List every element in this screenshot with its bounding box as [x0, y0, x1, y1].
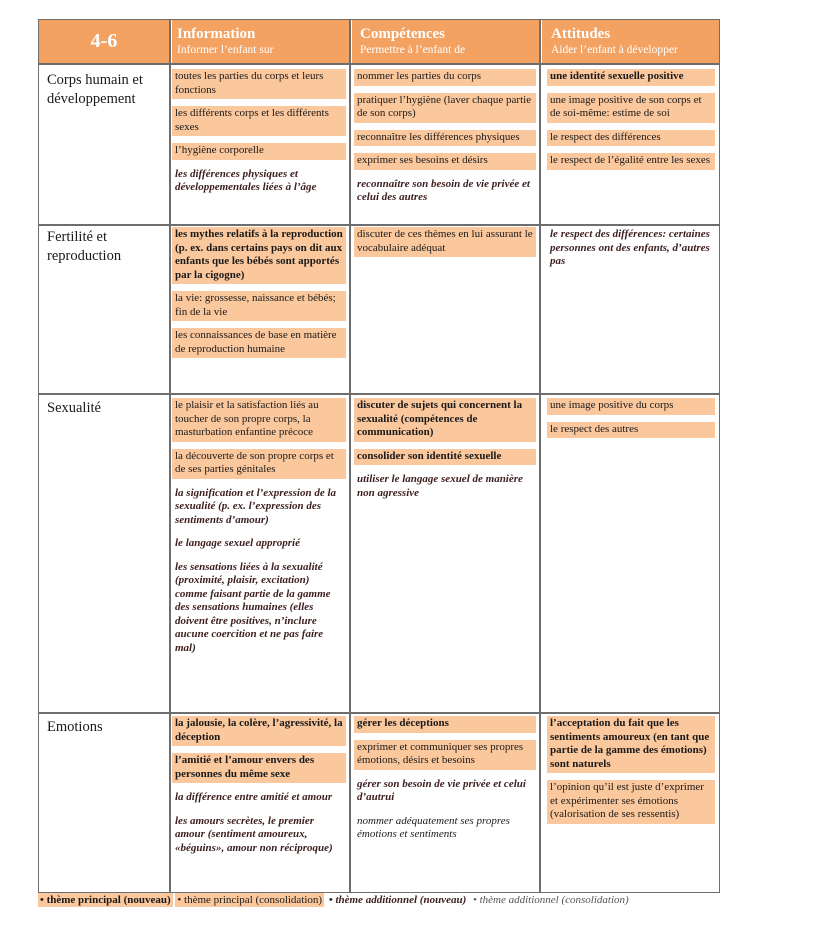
- row-1-competences: [354, 227, 536, 264]
- list-item: gérer son besoin de vie privée et celui d’autrui: [357, 777, 526, 803]
- list-item: la différence entre amitié et amour: [175, 791, 333, 803]
- list-item: reconnaître son besoin de vie privée et celui des autres: [357, 177, 530, 203]
- list-item: la vie: grossesse, naissance et bébés; fin de la vie: [172, 291, 346, 321]
- list-item: le respect de l’égalité entre les sexes: [547, 153, 715, 170]
- topic-label: Emotions: [47, 719, 103, 735]
- legend-item: • thème principal (consolidation): [177, 894, 323, 906]
- list-item: les différents corps et les différents sexes: [172, 106, 346, 136]
- list-item: nommer les parties du corps: [354, 69, 536, 86]
- row-divider: [39, 224, 719, 226]
- list-item: gérer les déceptions: [354, 716, 536, 733]
- row-1-information: [172, 227, 346, 365]
- row-3-competences: [354, 716, 536, 851]
- list-item: la jalousie, la colère, l’agressivité, la déception: [172, 716, 346, 746]
- list-item: les mythes relatifs à la reproduction (p. ex. dans certains pays on dit aux enfants que les bébés sont apportés par la cigogne): [172, 227, 346, 284]
- list-item: utiliser le langage sexuel de manière non agressive: [357, 473, 523, 499]
- list-item: une identité sexuelle positive: [547, 69, 715, 86]
- topic-label: Fertilité et reproduction: [47, 229, 122, 264]
- header-attitudes-cell: [542, 20, 719, 63]
- list-item: exprimer ses besoins et désirs: [354, 153, 536, 170]
- row-2-competences: [354, 398, 536, 509]
- row-3-attitudes: [547, 716, 715, 831]
- curriculum-table: [38, 19, 720, 893]
- list-item: une image positive de son corps et de soi-même: estime de soi: [547, 93, 715, 123]
- list-item: pratiquer l’hygiène (laver chaque partie de son corps): [354, 93, 536, 123]
- list-item: la signification et l’expression de la sexualité (p. ex. l’expression des sentiments d’amour): [175, 486, 337, 526]
- list-item: l’opinion qu’il est juste d’exprimer et expérimenter ses émotions (valorisation de ses ressentis): [547, 780, 715, 824]
- header-attitudes-title: Attitudes: [551, 26, 611, 42]
- list-item: les amours secrètes, le premier amour (sentiment amoureux, «béguins», amour non réciproque): [175, 814, 333, 854]
- list-item: les connaissances de base en matière de reproduction humaine: [172, 328, 346, 358]
- topic-label: Corps humain et développement: [47, 72, 143, 107]
- row-divider: [39, 712, 719, 714]
- legend-item: • thème additionnel (consolidation): [472, 894, 629, 906]
- legend-item: • thème principal (nouveau): [40, 894, 171, 906]
- list-item: le respect des autres: [547, 422, 715, 439]
- row-2-information: [172, 398, 346, 664]
- list-item: nommer adéquatement ses propres émotions et sentiments: [357, 814, 510, 840]
- list-item: discuter de ces thèmes en lui assurant le vocabulaire adéquat: [354, 227, 536, 257]
- row-0-competences: [354, 69, 536, 214]
- header-information-cell: [172, 20, 349, 63]
- legend: [38, 893, 631, 907]
- row-0-attitudes: [547, 69, 715, 177]
- header-age-cell: [39, 20, 169, 63]
- legend-item: • thème additionnel (nouveau): [328, 894, 467, 906]
- header-competences-title: Compétences: [360, 26, 445, 42]
- header-attitudes-subtitle: Aider l’enfant à développer: [551, 44, 678, 56]
- list-item: le respect des différences: certaines personnes ont des enfants, d’autres pas: [550, 228, 710, 267]
- list-item: le plaisir et la satisfaction liés au toucher de son propre corps, la masturbation enfantine précoce: [172, 398, 346, 442]
- list-item: le respect des différences: [547, 130, 715, 147]
- list-item: une image positive du corps: [547, 398, 715, 415]
- list-item: les sensations liées à la sexualité (proximité, plaisir, excitation) comme faisant partie de la gamme des sensations humaines (elles doivent être positives, n’inclure aucune coercition et ne pas faire mal): [175, 560, 331, 654]
- topic-label: Sexualité: [47, 400, 101, 416]
- column-divider: [349, 20, 351, 892]
- list-item: les différences physiques et développementales liées à l’âge: [175, 167, 317, 193]
- row-divider: [39, 63, 719, 65]
- row-3-information: [172, 716, 346, 864]
- list-item: la découverte de son propre corps et de ses parties génitales: [172, 449, 346, 479]
- row-2-attitudes: [547, 398, 715, 445]
- header-competences-subtitle: Permettre à l’enfant de: [360, 44, 466, 56]
- header-information-subtitle: Informer l’enfant sur: [177, 44, 274, 56]
- list-item: l’acceptation du fait que les sentiments amoureux (en tant que partie de la gamme des émotions) sont naturels: [547, 716, 715, 773]
- row-0-information: [172, 69, 346, 204]
- list-item: discuter de sujets qui concernent la sexualité (compétences de communication): [354, 398, 536, 442]
- list-item: le langage sexuel approprié: [175, 537, 300, 549]
- header-competences-cell: [352, 20, 539, 63]
- column-divider: [169, 20, 171, 892]
- list-item: toutes les parties du corps et leurs fonctions: [172, 69, 346, 99]
- list-item: exprimer et communiquer ses propres émotions, désirs et besoins: [354, 740, 536, 770]
- age-range: 4-6: [90, 30, 118, 52]
- list-item: consolider son identité sexuelle: [354, 449, 536, 466]
- header-information-title: Information: [177, 26, 256, 42]
- column-divider: [539, 20, 541, 892]
- list-item: l’hygiène corporelle: [172, 143, 346, 160]
- list-item: reconnaître les différences physiques: [354, 130, 536, 147]
- row-divider: [39, 393, 719, 395]
- row-1-attitudes: [547, 227, 715, 278]
- list-item: l’amitié et l’amour envers des personnes du même sexe: [172, 753, 346, 783]
